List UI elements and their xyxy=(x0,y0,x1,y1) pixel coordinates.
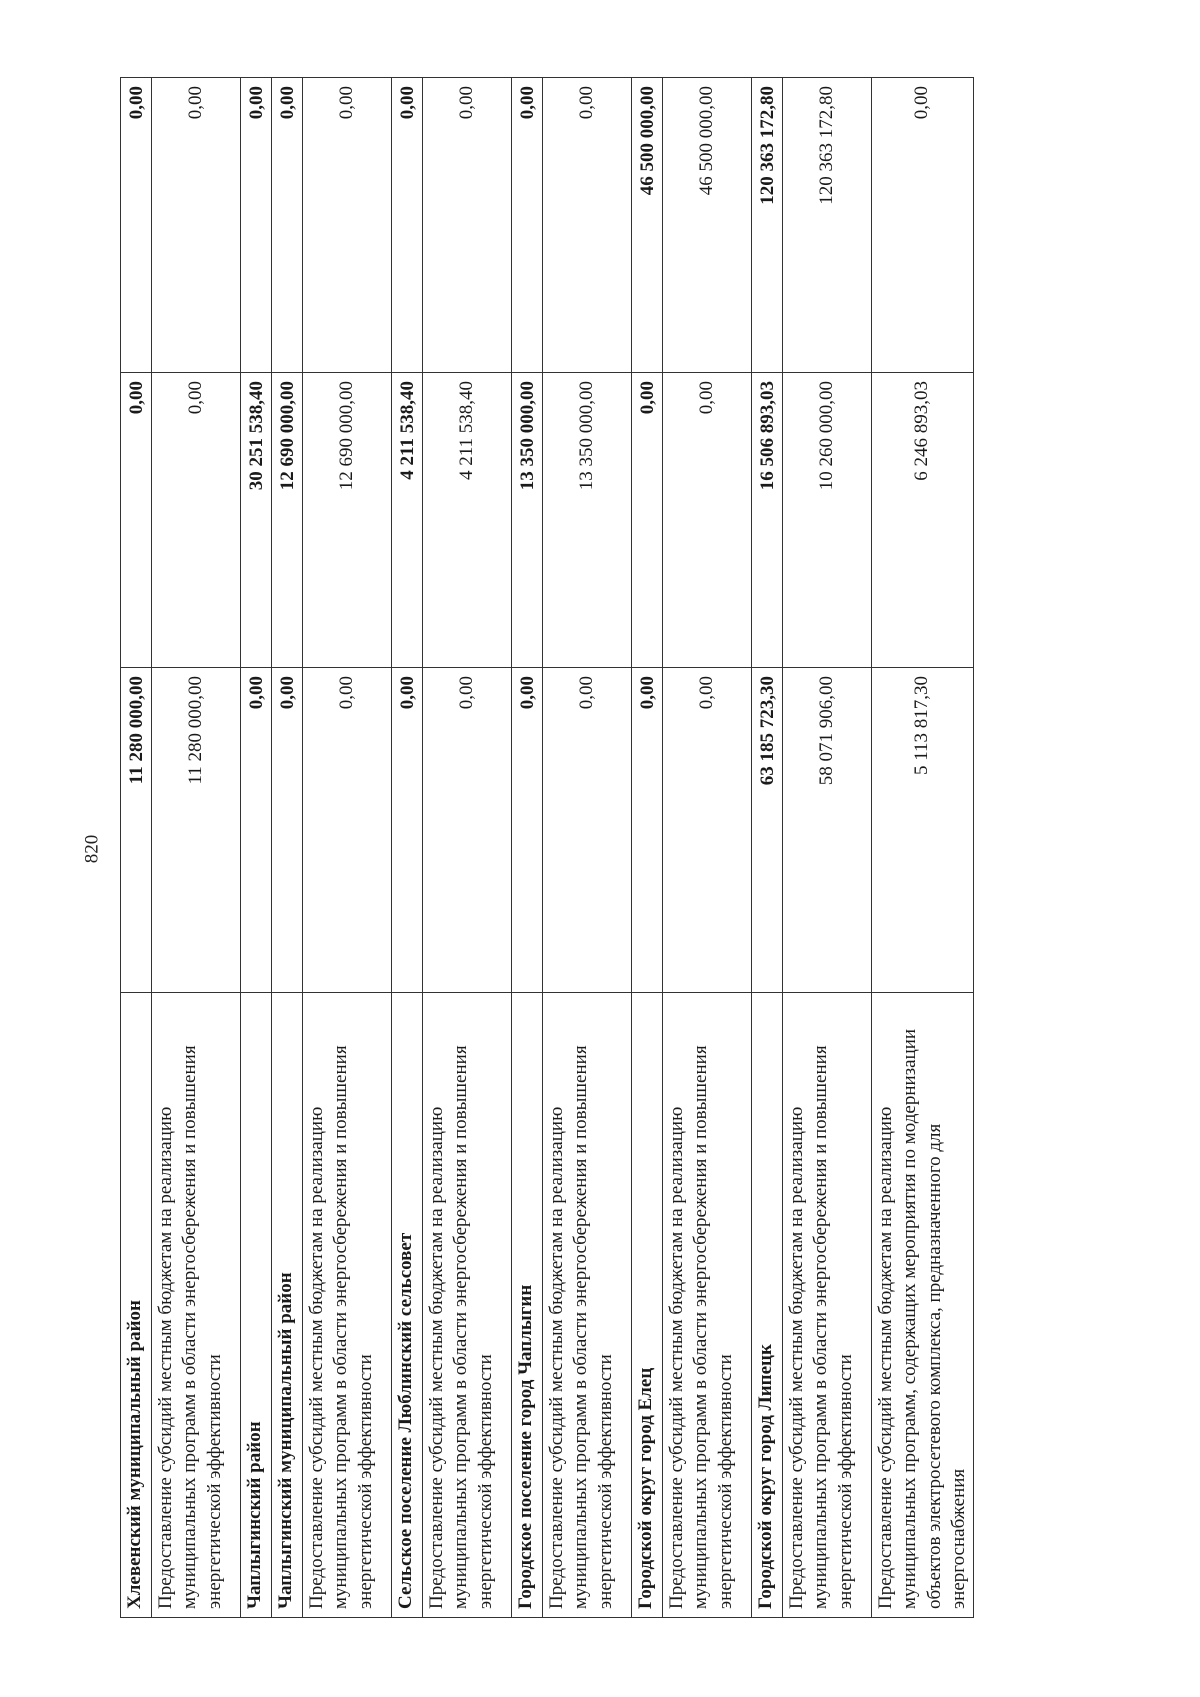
table-row-detail xyxy=(783,78,872,1618)
value-3-cell: 0,00 xyxy=(423,78,512,373)
value-2-cell: 16 506 893,03 xyxy=(752,373,783,668)
table-row-detail xyxy=(543,78,632,1618)
value-3-cell: 120 363 172,80 xyxy=(783,78,872,373)
value-1-cell: 0,00 xyxy=(512,668,543,993)
value-2-cell: 30 251 538,40 xyxy=(241,373,272,668)
table-row-section xyxy=(272,78,303,1618)
row-name-cell: Городское поселение город Чаплыгин xyxy=(512,993,543,1618)
value-1-cell: 0,00 xyxy=(392,668,423,993)
table-row-detail xyxy=(152,78,241,1618)
row-name-cell: Предоставление субсидий местным бюджетам на реализацию муниципальных программ в области энергосбережения и повышения энергетической эффективности xyxy=(303,993,392,1618)
table-row-section xyxy=(512,78,543,1618)
row-name-cell: Городской округ город Елец xyxy=(632,993,663,1618)
table-row-detail xyxy=(423,78,512,1618)
row-name-cell: Предоставление субсидий местным бюджетам на реализацию муниципальных программ, содержащих мероприятия по модернизации объектов электросетевого комплекса, предназначенного для энергоснабжения xyxy=(872,993,974,1618)
table-row-section xyxy=(241,78,272,1618)
budget-table-sheet xyxy=(120,78,1080,1618)
value-2-cell: 0,00 xyxy=(121,373,152,668)
value-3-cell: 0,00 xyxy=(303,78,392,373)
value-3-cell: 0,00 xyxy=(872,78,974,373)
value-1-cell: 0,00 xyxy=(543,668,632,993)
table-row-section xyxy=(392,78,423,1618)
value-2-cell: 4 211 538,40 xyxy=(392,373,423,668)
value-2-cell: 6 246 893,03 xyxy=(872,373,974,668)
value-3-cell: 120 363 172,80 xyxy=(752,78,783,373)
value-1-cell: 11 280 000,00 xyxy=(152,668,241,993)
row-name-cell: Предоставление субсидий местным бюджетам на реализацию муниципальных программ в области энергосбережения и повышения энергетической эффективности xyxy=(783,993,872,1618)
value-3-cell: 0,00 xyxy=(512,78,543,373)
table-row-section xyxy=(121,78,152,1618)
row-name-cell: Предоставление субсидий местным бюджетам на реализацию муниципальных программ в области энергосбережения и повышения энергетической эффективности xyxy=(152,993,241,1618)
table-row-detail xyxy=(663,78,752,1618)
value-1-cell: 0,00 xyxy=(303,668,392,993)
table-row-section xyxy=(632,78,663,1618)
value-3-cell: 0,00 xyxy=(241,78,272,373)
value-3-cell: 46 500 000,00 xyxy=(632,78,663,373)
value-1-cell: 0,00 xyxy=(632,668,663,993)
value-1-cell: 11 280 000,00 xyxy=(121,668,152,993)
value-3-cell: 0,00 xyxy=(272,78,303,373)
value-2-cell: 0,00 xyxy=(632,373,663,668)
row-name-cell: Предоставление субсидий местным бюджетам на реализацию муниципальных программ в области энергосбережения и повышения энергетической эффективности xyxy=(423,993,512,1618)
page-number: 820 xyxy=(81,834,103,864)
row-name-cell: Хлевенский муниципальный район xyxy=(121,993,152,1618)
value-1-cell: 63 185 723,30 xyxy=(752,668,783,993)
table-row-detail xyxy=(303,78,392,1618)
table-row-detail xyxy=(872,78,974,1618)
value-2-cell: 0,00 xyxy=(152,373,241,668)
row-name-cell: Предоставление субсидий местным бюджетам на реализацию муниципальных программ в области энергосбережения и повышения энергетической эффективности xyxy=(663,993,752,1618)
row-name-cell: Предоставление субсидий местным бюджетам на реализацию муниципальных программ в области энергосбережения и повышения энергетической эффективности xyxy=(543,993,632,1618)
row-name-cell: Чаплыгинский район xyxy=(241,993,272,1618)
value-3-cell: 46 500 000,00 xyxy=(663,78,752,373)
value-2-cell: 4 211 538,40 xyxy=(423,373,512,668)
value-1-cell: 0,00 xyxy=(272,668,303,993)
value-2-cell: 12 690 000,00 xyxy=(272,373,303,668)
value-2-cell: 0,00 xyxy=(663,373,752,668)
value-1-cell: 5 113 817,30 xyxy=(872,668,974,993)
table-body xyxy=(121,78,974,1618)
value-1-cell: 0,00 xyxy=(663,668,752,993)
value-3-cell: 0,00 xyxy=(392,78,423,373)
value-3-cell: 0,00 xyxy=(121,78,152,373)
value-2-cell: 13 350 000,00 xyxy=(512,373,543,668)
value-3-cell: 0,00 xyxy=(152,78,241,373)
value-1-cell: 58 071 906,00 xyxy=(783,668,872,993)
value-3-cell: 0,00 xyxy=(543,78,632,373)
value-2-cell: 13 350 000,00 xyxy=(543,373,632,668)
value-1-cell: 0,00 xyxy=(423,668,512,993)
budget-table xyxy=(120,77,974,1618)
row-name-cell: Городской округ город Липецк xyxy=(752,993,783,1618)
row-name-cell: Сельское поселение Люблинский сельсовет xyxy=(392,993,423,1618)
table-row-section xyxy=(752,78,783,1618)
value-2-cell: 12 690 000,00 xyxy=(303,373,392,668)
value-2-cell: 10 260 000,00 xyxy=(783,373,872,668)
row-name-cell: Чаплыгинский муниципальный район xyxy=(272,993,303,1618)
value-1-cell: 0,00 xyxy=(241,668,272,993)
